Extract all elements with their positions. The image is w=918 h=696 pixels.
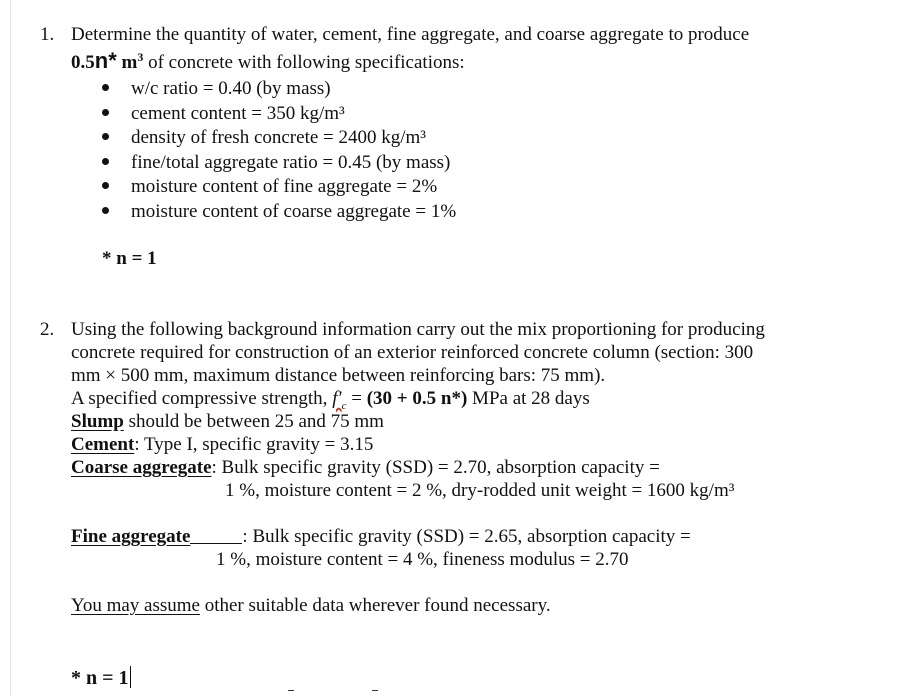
q1-number: 1. (40, 24, 55, 45)
coarse-text-2: 1 %, moisture content = 2 %, dry-rodded unit weight = 1600 kg/m³ (225, 480, 735, 501)
q2-intro-line: Using the following background information carry out the mix proportioning for producing (71, 319, 765, 340)
fc-symbol-sub: c (341, 399, 347, 412)
q2-strength-line (71, 389, 590, 412)
strength-prefix: A specified compressive strength, (71, 388, 333, 409)
q1-spec-item: moisture content of coarse aggregate = 1% (131, 201, 457, 222)
q2-fine-line (71, 527, 691, 546)
fine-text-1: : Bulk specific gravity (SSD) = 2.65, absorption capacity = (242, 526, 691, 547)
bullet-icon (102, 133, 109, 140)
bullet-icon (102, 182, 109, 189)
q2-assume-line (71, 596, 551, 615)
q1-line1: Determine the quantity of water, cement, fine aggregate, and coarse aggregate to produce (71, 24, 750, 45)
q1-n-note: * n = 1 (102, 248, 157, 269)
bullet-icon (102, 207, 109, 214)
q1-amount: 0.5 (71, 52, 95, 73)
slump-label: Slump (71, 411, 124, 432)
q2-intro-line: concrete required for construction of an exterior reinforced concrete column (section: 300 (71, 342, 754, 363)
assume-text: other suitable data wherever found necessary. (199, 595, 551, 616)
fine-text-2: 1 %, moisture content = 4 %, fineness modulus = 2.70 (216, 549, 629, 570)
bullet-icon (102, 84, 109, 91)
strength-suffix: MPa at 28 days (467, 388, 590, 409)
strength-eq: = (346, 388, 367, 409)
q1-unit-exp: 3 (137, 50, 144, 64)
assume-label: You may assume (71, 595, 200, 616)
fc-symbol-f: f′ (332, 388, 342, 409)
cement-label: Cement (71, 434, 135, 455)
fc-symbol (332, 388, 347, 412)
coarse-label: Coarse aggregate (71, 457, 212, 478)
cut-off-line (372, 690, 378, 691)
page-edge (10, 0, 11, 696)
q1-spec-item: w/c ratio = 0.40 (by mass) (131, 78, 331, 99)
slump-text: should be between 25 and 75 mm (123, 411, 384, 432)
q1-spec-item: fine/total aggregate ratio = 0.45 (by mass) (131, 152, 451, 173)
q2-cement-line (71, 435, 373, 454)
text-cursor[interactable] (130, 666, 131, 688)
cut-off-line (288, 690, 294, 691)
fine-underline (190, 529, 242, 544)
q2-number: 2. (40, 319, 55, 340)
q1-unit-m: m (121, 52, 138, 73)
q2-intro-line: mm × 500 mm, maximum distance between reinforcing bars: 75 mm). (71, 365, 606, 386)
q2-slump-line (71, 412, 384, 431)
coarse-text-1: : Bulk specific gravity (SSD) = 2.70, absorption capacity = (211, 457, 660, 478)
q1-line2-rest: of concrete with following specifications: (148, 52, 465, 73)
q1-n-star: n* (94, 48, 117, 73)
q1-spec-item: cement content = 350 kg/m³ (131, 103, 345, 124)
q2-coarse-line (71, 458, 660, 477)
bullet-icon (102, 109, 109, 116)
q1-line2 (71, 50, 465, 72)
q2-n-note (71, 666, 131, 688)
q1-spec-item: moisture content of fine aggregate = 2% (131, 176, 438, 197)
q1-spec-item: density of fresh concrete = 2400 kg/m³ (131, 127, 427, 148)
strength-bold: (30 + 0.5 n*) (366, 388, 468, 409)
q2-n-note-text: * n = 1 (71, 667, 129, 689)
cement-text: : Type I, specific gravity = 3.15 (134, 434, 374, 455)
bullet-icon (102, 158, 109, 165)
q1-unit (122, 52, 144, 73)
fine-label: Fine aggregate (71, 526, 191, 547)
